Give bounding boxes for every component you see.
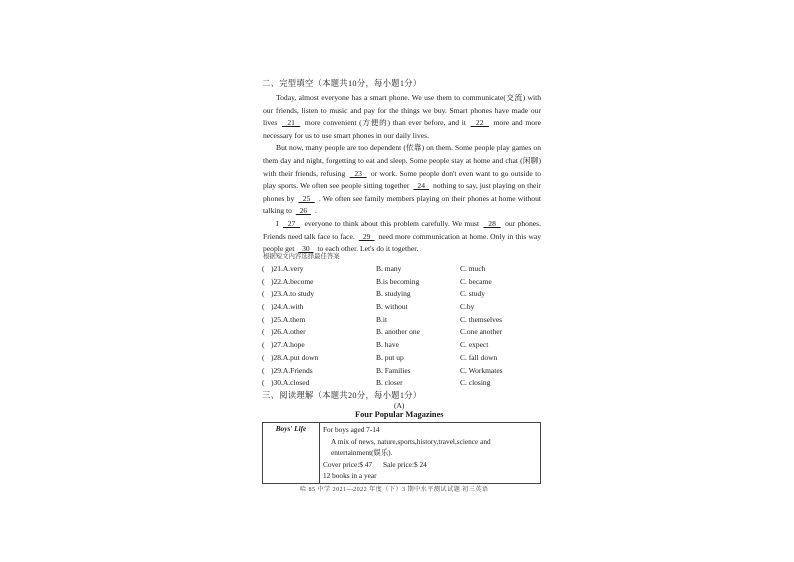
answer-paren: ( bbox=[262, 340, 265, 350]
answer-paren: ( bbox=[262, 314, 265, 324]
magazine-table bbox=[262, 422, 541, 484]
sale-price: Sale price:$ 24 bbox=[383, 459, 427, 469]
question-row bbox=[262, 289, 542, 302]
answer-paren: ( bbox=[262, 264, 265, 273]
section-heading-cloze: 二、完型填空（本题共10分，每小题1分） bbox=[262, 79, 422, 88]
option-c: C.by bbox=[460, 302, 475, 312]
blank-21: 21 bbox=[282, 118, 301, 128]
option-c: C. much bbox=[460, 264, 486, 273]
question-row bbox=[262, 353, 542, 366]
option-b: B. many bbox=[376, 264, 402, 273]
option-a: )29.A.Friends bbox=[271, 365, 313, 375]
magazines-title: Four Popular Magazines bbox=[355, 410, 444, 419]
magazine-prices bbox=[323, 459, 537, 471]
question-row bbox=[262, 277, 542, 290]
blank-24: 24 bbox=[413, 181, 430, 191]
option-a: )25.A.them bbox=[271, 314, 306, 324]
blank-27: 27 bbox=[282, 218, 301, 228]
answer-paren: ( bbox=[262, 302, 265, 312]
magazine-audience: For boys aged 7-14 bbox=[323, 425, 380, 434]
option-a: )26.A.other bbox=[271, 327, 306, 337]
section-heading-reading: 三、阅读理解（本题共20分，每小题1分） bbox=[262, 391, 422, 400]
option-a: )28.A.put down bbox=[271, 352, 319, 362]
blank-30: 30 bbox=[298, 244, 314, 254]
blank-29: 29 bbox=[358, 231, 375, 241]
cloze-paragraph-1: Today, almost everyone has a smart phone. We use them to communicate(交流) with our friends, listen to music and pay for the things we buy. Smart phones have made our lives 21 more convenient (方便的) than ever before, and it 22 more and more necessary for us to use smart phones in our daily lives. bbox=[263, 93, 541, 140]
magazine-info bbox=[320, 423, 541, 484]
passage-label: (A) bbox=[394, 401, 405, 410]
option-a: )27.A.hope bbox=[271, 340, 305, 350]
magazine-frequency: 12 books in a year bbox=[323, 471, 377, 480]
answer-paren: ( bbox=[262, 365, 265, 375]
blank-25: 25 bbox=[298, 193, 315, 203]
option-b: B. have bbox=[376, 340, 399, 350]
option-c: C. became bbox=[460, 276, 492, 286]
option-c: C.one another bbox=[460, 327, 503, 337]
option-b: B. Families bbox=[376, 365, 411, 375]
option-c: C. closing bbox=[460, 378, 491, 388]
blank-23: 23 bbox=[349, 168, 367, 178]
blank-22: 22 bbox=[470, 118, 489, 128]
option-a: )21.A.very bbox=[271, 264, 304, 273]
cloze-paragraph-2: But now, many people are too dependent (依靠) on them. Some people play games on them day and night, forgetting to eat and sleep. Some people stay at home and chat (闲聊) with their friends, refusing 23 or work. Some people don't even want to go outside to play sports. We often see people sitting together 24 nothing to say, just playing on their phones by 25 . We often see family members playing on their phones at home without talking to 26 . bbox=[263, 143, 542, 216]
option-b: B. without bbox=[376, 302, 408, 312]
option-a: )24.A.with bbox=[271, 302, 304, 312]
answer-paren: ( bbox=[262, 289, 265, 299]
blank-26: 26 bbox=[295, 206, 311, 216]
cover-price: Cover price:$ 47 bbox=[323, 459, 373, 469]
magazine-name: Boys' Life bbox=[263, 423, 320, 484]
answer-paren: ( bbox=[262, 276, 265, 286]
blank-28: 28 bbox=[483, 218, 501, 228]
option-a: )22.A.become bbox=[271, 276, 314, 286]
question-row bbox=[262, 264, 542, 277]
option-c: C. Workmates bbox=[460, 365, 503, 375]
magazine-description: A mix of news, nature,sports,history,travel,science and entertainment(娱乐). bbox=[331, 436, 491, 457]
table-row bbox=[263, 423, 541, 484]
option-b: B. closer bbox=[376, 378, 403, 388]
cloze-instruction: 根据短文内容选择最佳答案 bbox=[263, 253, 340, 260]
option-b: B.is becoming bbox=[376, 276, 420, 286]
page-footer: 哈 85 中学 2021—2022 年度（下）3 期中水平测试试题 初三英语 bbox=[300, 486, 489, 493]
option-c: C. fall down bbox=[460, 352, 498, 362]
option-a: )23.A.to study bbox=[271, 289, 315, 299]
answer-paren: ( bbox=[262, 352, 265, 362]
option-b: B. studying bbox=[376, 289, 411, 299]
option-b: B. put up bbox=[376, 352, 404, 362]
option-b: B.it bbox=[376, 314, 388, 324]
question-row bbox=[262, 340, 542, 353]
question-row bbox=[262, 327, 542, 340]
option-b: B. another one bbox=[376, 327, 420, 337]
answer-paren: ( bbox=[262, 327, 265, 337]
option-c: C. themselves bbox=[460, 314, 503, 324]
option-a: )30.A.closed bbox=[271, 378, 310, 388]
cloze-paragraph-3: I 27 everyone to think about this problem carefully. We must 28 our phones. Friends need talk face to face. 29 need more communication at home. Only in this way people get 30 to each other. Let's do it together. bbox=[263, 218, 542, 254]
option-c: C. expect bbox=[460, 340, 489, 350]
answer-paren: ( bbox=[262, 378, 265, 388]
cloze-options bbox=[262, 264, 542, 391]
option-c: C. study bbox=[460, 289, 486, 299]
cloze-passage bbox=[263, 92, 541, 256]
question-row bbox=[262, 302, 542, 315]
question-row bbox=[262, 366, 542, 379]
question-row bbox=[262, 315, 542, 328]
